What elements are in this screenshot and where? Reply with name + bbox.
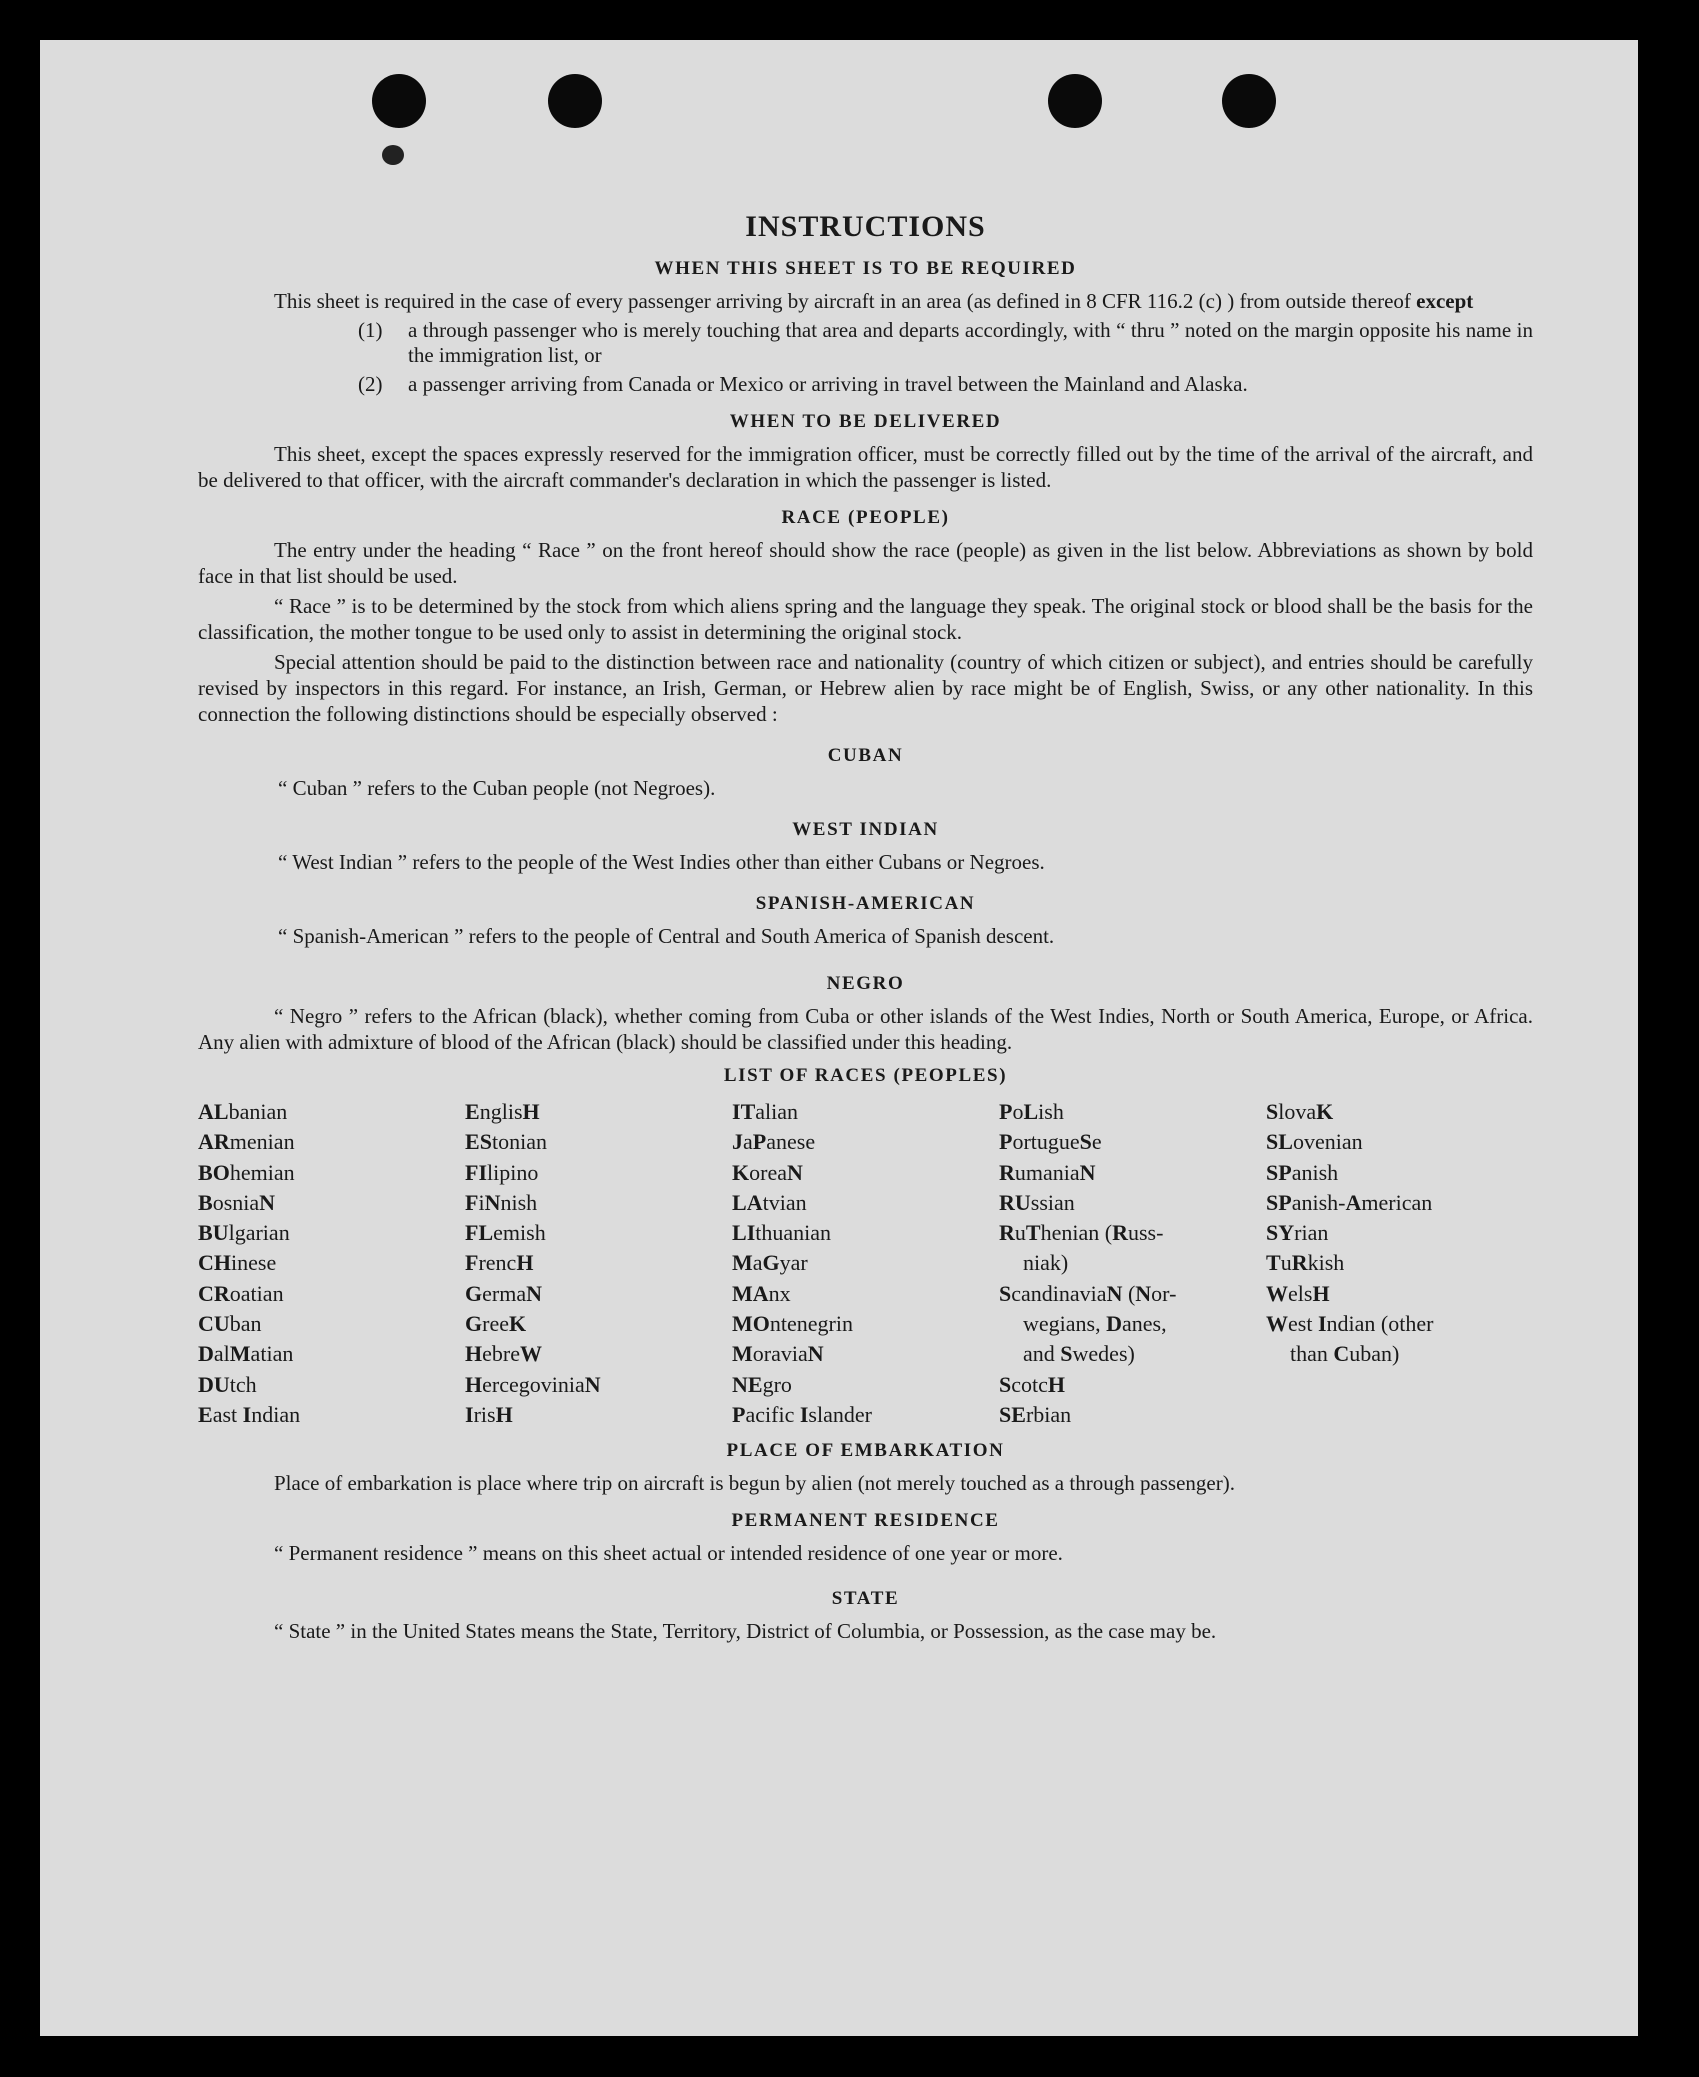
- paragraph: Special attention should be paid to the distinction between race and nationality (country of which citizen or subject), and entries should be carefully revised by inspectors in this regard. For instance, an Irish, German, or Hebrew alien by race might be of English, Swiss, or any other nationality. In this connection the following distinctions should be especially observed :: [198, 650, 1533, 726]
- race-item: EStonian: [465, 1129, 547, 1155]
- document-sheet: [40, 40, 1638, 2036]
- race-item: IrisH: [465, 1401, 513, 1427]
- race-item: RUssian: [999, 1189, 1075, 1215]
- race-item: KoreaN: [732, 1159, 803, 1185]
- section-heading: PERMANENT RESIDENCE: [731, 1510, 1000, 1532]
- race-item: GreeK: [465, 1311, 527, 1337]
- paragraph: “ West Indian ” refers to the people of the West Indies other than either Cubans or Negroes.: [278, 850, 1045, 874]
- race-item: MAnx: [732, 1280, 791, 1306]
- race-item: FIlipino: [465, 1159, 539, 1185]
- race-item: ScotcH: [999, 1371, 1066, 1397]
- item-number: (2): [358, 372, 383, 396]
- section-heading: RACE (PEOPLE): [781, 507, 950, 528]
- race-item: SYrian: [1266, 1220, 1329, 1246]
- section-heading: WEST INDIAN: [792, 819, 939, 840]
- race-item: CHinese: [198, 1250, 277, 1276]
- race-item: ITalian: [732, 1099, 799, 1124]
- paragraph: The entry under the heading “ Race ” on the front hereof should show the race (people) as given in the list below. Abbreviations as shown by bold face in that list should be used.: [198, 538, 1533, 588]
- race-item: CRoatian: [198, 1280, 284, 1306]
- race-column: [198, 1097, 465, 1430]
- race-item: West Indian (other than Cuban): [1266, 1311, 1434, 1367]
- races-list: [198, 1097, 1533, 1430]
- punch-hole: [1048, 74, 1102, 128]
- race-item: BosniaN: [198, 1189, 276, 1215]
- race-item: MaGyar: [732, 1250, 808, 1276]
- race-item: PortugueSe: [999, 1129, 1102, 1155]
- race-item: ARmenian: [198, 1129, 295, 1155]
- race-item: FrencH: [465, 1250, 534, 1276]
- section-heading: PLACE OF EMBARKATION: [726, 1440, 1005, 1462]
- paragraph: Place of embarkation is place where trip on aircraft is begun by alien (not merely touched as a through passenger).: [274, 1471, 1235, 1496]
- race-column: [1266, 1097, 1533, 1430]
- race-column: [465, 1097, 732, 1430]
- race-item: EnglisH: [465, 1099, 540, 1124]
- race-item: PoLish: [999, 1099, 1064, 1124]
- race-item: TuRkish: [1266, 1250, 1345, 1276]
- race-item: SPanish: [1266, 1159, 1339, 1185]
- list-item: [358, 318, 1533, 368]
- section-heading: SPANISH-AMERICAN: [755, 893, 976, 914]
- section-heading: WHEN THIS SHEET IS TO BE REQUIRED: [654, 258, 1077, 279]
- race-item: MoraviaN: [732, 1341, 824, 1367]
- ink-smudge: [382, 145, 404, 165]
- race-item: MOntenegrin: [732, 1311, 853, 1337]
- race-item: RuThenian (Russ- niak): [999, 1220, 1164, 1276]
- race-column: [732, 1097, 999, 1430]
- paragraph: “ Cuban ” refers to the Cuban people (not Negroes).: [278, 776, 716, 800]
- paragraph: “ Spanish-American ” refers to the people of Central and South America of Spanish descent.: [278, 924, 1055, 948]
- section-heading: WHEN TO BE DELIVERED: [729, 411, 1002, 432]
- race-item: BUlgarian: [198, 1220, 290, 1246]
- item-number: (1): [358, 318, 383, 342]
- race-item: LAtvian: [732, 1189, 807, 1215]
- race-item: HebreW: [465, 1341, 542, 1367]
- race-item: WelsH: [1266, 1280, 1330, 1306]
- punch-hole: [372, 74, 426, 128]
- section-heading: STATE: [831, 1588, 900, 1610]
- page-title: INSTRUCTIONS: [745, 210, 986, 243]
- race-item: ALbanian: [198, 1099, 288, 1124]
- section-heading: LIST OF RACES (PEOPLES): [723, 1065, 1008, 1086]
- section-heading: NEGRO: [826, 973, 905, 994]
- race-item: HercegoviniaN: [465, 1371, 601, 1397]
- paragraph: “ State ” in the United States means the State, Territory, District of Columbia, or Possession, as the case may be.: [274, 1619, 1217, 1644]
- item-text: a through passenger who is merely touching that area and departs accordingly, with “ thru ” noted on the margin opposite his name in the immigration list, or: [408, 318, 1533, 367]
- race-item: CUban: [198, 1311, 262, 1337]
- race-item: Pacific Islander: [732, 1401, 872, 1427]
- race-item: SlovaK: [1266, 1099, 1334, 1124]
- paragraph: “ Negro ” refers to the African (black), whether coming from Cuba or other islands of the West Indies, North or South America, Europe, or Africa. Any alien with admixture of blood of the African (black) should be classified under this heading.: [198, 1004, 1533, 1054]
- punch-hole: [548, 74, 602, 128]
- race-item: SErbian: [999, 1401, 1072, 1427]
- race-item: SLovenian: [1266, 1129, 1363, 1155]
- race-item: ScandinaviaN (Nor- wegians, Danes, and Swedes): [999, 1280, 1177, 1367]
- race-item: FiNnish: [465, 1189, 538, 1215]
- race-item: DUtch: [198, 1371, 257, 1397]
- race-item: LIthuanian: [732, 1220, 832, 1246]
- paragraph: “ Race ” is to be determined by the stock from which aliens spring and the language they speak. The original stock or blood shall be the basis for the classification, the mother tongue to be used only to assist in determining the original stock.: [198, 594, 1533, 644]
- section-heading: CUBAN: [827, 745, 904, 766]
- race-item: RumaniaN: [999, 1159, 1096, 1185]
- race-item: DalMatian: [198, 1341, 294, 1367]
- paragraph: “ Permanent residence ” means on this sheet actual or intended residence of one year or more.: [274, 1541, 1063, 1566]
- race-item: GermaN: [465, 1280, 542, 1306]
- list-item: [358, 372, 1533, 397]
- race-item: BOhemian: [198, 1159, 295, 1185]
- punch-hole: [1222, 74, 1276, 128]
- race-item: FLemish: [465, 1220, 546, 1246]
- paragraph: This sheet is required in the case of every passenger arriving by aircraft in an area (as defined in 8 CFR 116.2 (c) ) from outside thereof except: [274, 289, 1474, 313]
- race-item: SPanish-American: [1266, 1189, 1433, 1215]
- race-item: NEgro: [732, 1371, 792, 1397]
- race-item: JaPanese: [732, 1129, 816, 1155]
- item-text: a passenger arriving from Canada or Mexico or arriving in travel between the Mainland and Alaska.: [408, 372, 1248, 396]
- bold-keyword: except: [1416, 289, 1474, 313]
- instructions-content: [198, 210, 1533, 1644]
- race-column: [999, 1097, 1266, 1430]
- race-item: East Indian: [198, 1401, 301, 1427]
- paragraph: This sheet, except the spaces expressly reserved for the immigration officer, must be correctly filled out by the time of the arrival of the aircraft, and be delivered to that officer, with the aircraft commander's declaration in which the passenger is listed.: [198, 442, 1533, 492]
